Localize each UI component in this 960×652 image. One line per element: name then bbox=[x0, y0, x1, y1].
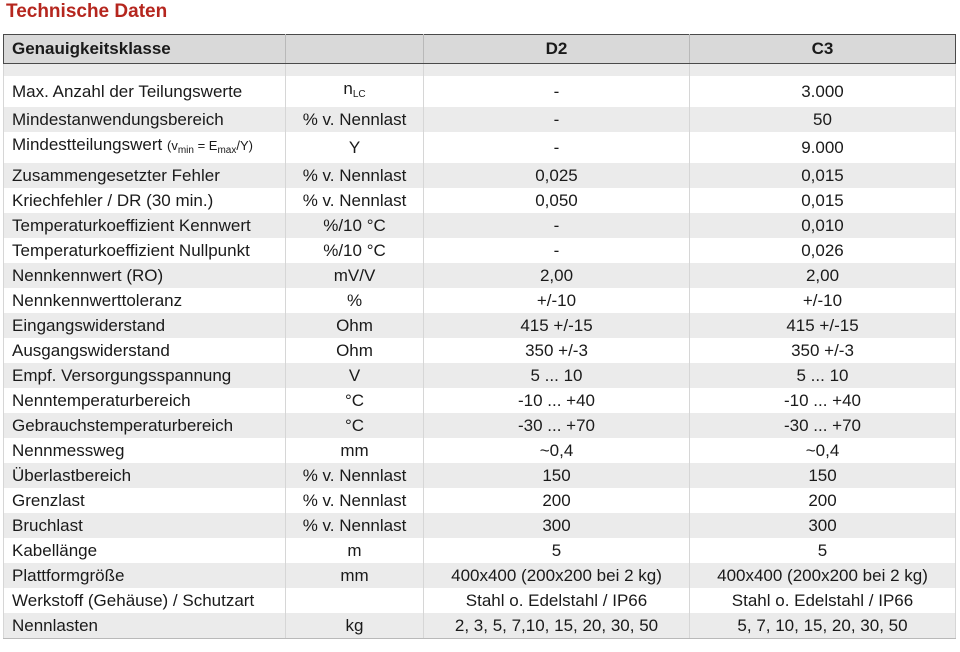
row-unit: kg bbox=[286, 613, 424, 639]
table-header bbox=[4, 35, 956, 64]
row-value-d2: ~0,4 bbox=[424, 438, 690, 463]
row-unit: °C bbox=[286, 388, 424, 413]
row-value-c3: 200 bbox=[690, 488, 956, 513]
row-label-note-part: = E bbox=[193, 138, 218, 153]
row-value-d2: - bbox=[424, 107, 690, 132]
row-unit bbox=[286, 76, 424, 107]
row-label: Nenntemperaturbereich bbox=[4, 388, 286, 413]
row-value-c3: ~0,4 bbox=[690, 438, 956, 463]
row-label: Zusammengesetzter Fehler bbox=[4, 163, 286, 188]
row-value-c3: 400x400 (200x200 bei 2 kg) bbox=[690, 563, 956, 588]
row-value-d2: 300 bbox=[424, 513, 690, 538]
row-value-c3: 0,010 bbox=[690, 213, 956, 238]
table-row bbox=[4, 288, 956, 313]
row-value-c3: +/-10 bbox=[690, 288, 956, 313]
row-value-d2: 415 +/-15 bbox=[424, 313, 690, 338]
table-row bbox=[4, 238, 956, 263]
row-value-c3: 415 +/-15 bbox=[690, 313, 956, 338]
row-label bbox=[4, 132, 286, 163]
row-label-main: Mindestteilungswert bbox=[12, 135, 163, 154]
row-value-d2: 2, 3, 5, 7,10, 15, 20, 30, 50 bbox=[424, 613, 690, 639]
row-value-d2: -30 ... +70 bbox=[424, 413, 690, 438]
header-unit bbox=[286, 35, 424, 64]
row-label-note-part: /Y) bbox=[236, 138, 253, 153]
row-value-c3: 300 bbox=[690, 513, 956, 538]
row-unit: % v. Nennlast bbox=[286, 163, 424, 188]
row-label: Mindestanwendungsbereich bbox=[4, 107, 286, 132]
row-unit-sub: LC bbox=[352, 89, 366, 100]
table-row bbox=[4, 613, 956, 639]
row-value-c3: 9.000 bbox=[690, 132, 956, 163]
row-value-d2: 400x400 (200x200 bei 2 kg) bbox=[424, 563, 690, 588]
row-value-d2: - bbox=[424, 238, 690, 263]
table-row bbox=[4, 388, 956, 413]
row-label: Überlastbereich bbox=[4, 463, 286, 488]
row-label-note-part: max bbox=[217, 145, 237, 156]
row-value-d2: +/-10 bbox=[424, 288, 690, 313]
row-value-c3: 0,015 bbox=[690, 163, 956, 188]
row-unit: V bbox=[286, 363, 424, 388]
row-unit: Y bbox=[286, 132, 424, 163]
row-value-c3: 350 +/-3 bbox=[690, 338, 956, 363]
row-value-d2: 2,00 bbox=[424, 263, 690, 288]
row-value-c3: 50 bbox=[690, 107, 956, 132]
row-value-d2: 200 bbox=[424, 488, 690, 513]
row-unit: Ohm bbox=[286, 338, 424, 363]
table-row bbox=[4, 363, 956, 388]
table-row bbox=[4, 513, 956, 538]
row-value-d2: 5 ... 10 bbox=[424, 363, 690, 388]
row-unit: mV/V bbox=[286, 263, 424, 288]
row-unit: % v. Nennlast bbox=[286, 107, 424, 132]
row-unit: % v. Nennlast bbox=[286, 488, 424, 513]
row-label: Nennkennwert (RO) bbox=[4, 263, 286, 288]
row-value-d2: 150 bbox=[424, 463, 690, 488]
row-label: Werkstoff (Gehäuse) / Schutzart bbox=[4, 588, 286, 613]
row-value-c3: 5 bbox=[690, 538, 956, 563]
row-label: Nennkennwerttoleranz bbox=[4, 288, 286, 313]
row-value-c3: -30 ... +70 bbox=[690, 413, 956, 438]
row-label-note-part: (v bbox=[166, 138, 178, 153]
row-value-c3: 0,026 bbox=[690, 238, 956, 263]
row-unit: %/10 °C bbox=[286, 213, 424, 238]
row-value-c3: 2,00 bbox=[690, 263, 956, 288]
row-label: Temperaturkoeffizient Kennwert bbox=[4, 213, 286, 238]
row-unit-main: n bbox=[343, 79, 353, 98]
row-unit: %/10 °C bbox=[286, 238, 424, 263]
row-value-c3: -10 ... +40 bbox=[690, 388, 956, 413]
table-row bbox=[4, 538, 956, 563]
table-row bbox=[4, 163, 956, 188]
row-label: Plattformgröße bbox=[4, 563, 286, 588]
row-value-c3: 0,015 bbox=[690, 188, 956, 213]
row-label: Bruchlast bbox=[4, 513, 286, 538]
row-unit bbox=[286, 588, 424, 613]
row-unit: mm bbox=[286, 438, 424, 463]
row-unit: mm bbox=[286, 563, 424, 588]
row-value-d2: - bbox=[424, 76, 690, 107]
row-label: Kriechfehler / DR (30 min.) bbox=[4, 188, 286, 213]
table-row bbox=[4, 588, 956, 613]
spacer-row bbox=[4, 64, 956, 77]
row-value-d2: 350 +/-3 bbox=[424, 338, 690, 363]
row-label: Ausgangswiderstand bbox=[4, 338, 286, 363]
table-row bbox=[4, 263, 956, 288]
row-unit: m bbox=[286, 538, 424, 563]
technical-data-table bbox=[3, 34, 956, 639]
table-row bbox=[4, 338, 956, 363]
row-label: Temperaturkoeffizient Nullpunkt bbox=[4, 238, 286, 263]
row-value-c3: 3.000 bbox=[690, 76, 956, 107]
row-unit: Ohm bbox=[286, 313, 424, 338]
table-row bbox=[4, 413, 956, 438]
row-label: Empf. Versorgungsspannung bbox=[4, 363, 286, 388]
row-label: Gebrauchstemperaturbereich bbox=[4, 413, 286, 438]
table-row bbox=[4, 107, 956, 132]
table-row bbox=[4, 76, 956, 107]
row-value-d2: - bbox=[424, 132, 690, 163]
table-row bbox=[4, 563, 956, 588]
row-value-c3: 5 ... 10 bbox=[690, 363, 956, 388]
row-label: Kabellänge bbox=[4, 538, 286, 563]
row-unit: % v. Nennlast bbox=[286, 463, 424, 488]
header-accuracy-class: Genauigkeitsklasse bbox=[4, 35, 286, 64]
table-row bbox=[4, 463, 956, 488]
row-label: Max. Anzahl der Teilungswerte bbox=[4, 76, 286, 107]
row-label-note-part: min bbox=[177, 145, 194, 156]
table-body bbox=[4, 64, 956, 639]
table-row bbox=[4, 313, 956, 338]
table-row bbox=[4, 132, 956, 163]
row-value-d2: -10 ... +40 bbox=[424, 388, 690, 413]
row-value-c3: Stahl o. Edelstahl / IP66 bbox=[690, 588, 956, 613]
table-row bbox=[4, 213, 956, 238]
table-row bbox=[4, 188, 956, 213]
row-unit: % v. Nennlast bbox=[286, 513, 424, 538]
row-value-c3: 5, 7, 10, 15, 20, 30, 50 bbox=[690, 613, 956, 639]
row-label: Nennlasten bbox=[4, 613, 286, 639]
row-label: Eingangswiderstand bbox=[4, 313, 286, 338]
header-d2: D2 bbox=[424, 35, 690, 64]
row-value-c3: 150 bbox=[690, 463, 956, 488]
table-row bbox=[4, 488, 956, 513]
table-row bbox=[4, 438, 956, 463]
row-unit: % bbox=[286, 288, 424, 313]
row-value-d2: 0,050 bbox=[424, 188, 690, 213]
row-unit: °C bbox=[286, 413, 424, 438]
row-value-d2: 0,025 bbox=[424, 163, 690, 188]
row-value-d2: 5 bbox=[424, 538, 690, 563]
header-c3: C3 bbox=[690, 35, 956, 64]
row-label: Grenzlast bbox=[4, 488, 286, 513]
row-label-note bbox=[166, 138, 253, 156]
section-title: Technische Daten bbox=[6, 1, 168, 22]
row-unit: % v. Nennlast bbox=[286, 188, 424, 213]
row-value-d2: - bbox=[424, 213, 690, 238]
row-value-d2: Stahl o. Edelstahl / IP66 bbox=[424, 588, 690, 613]
row-label: Nennmessweg bbox=[4, 438, 286, 463]
